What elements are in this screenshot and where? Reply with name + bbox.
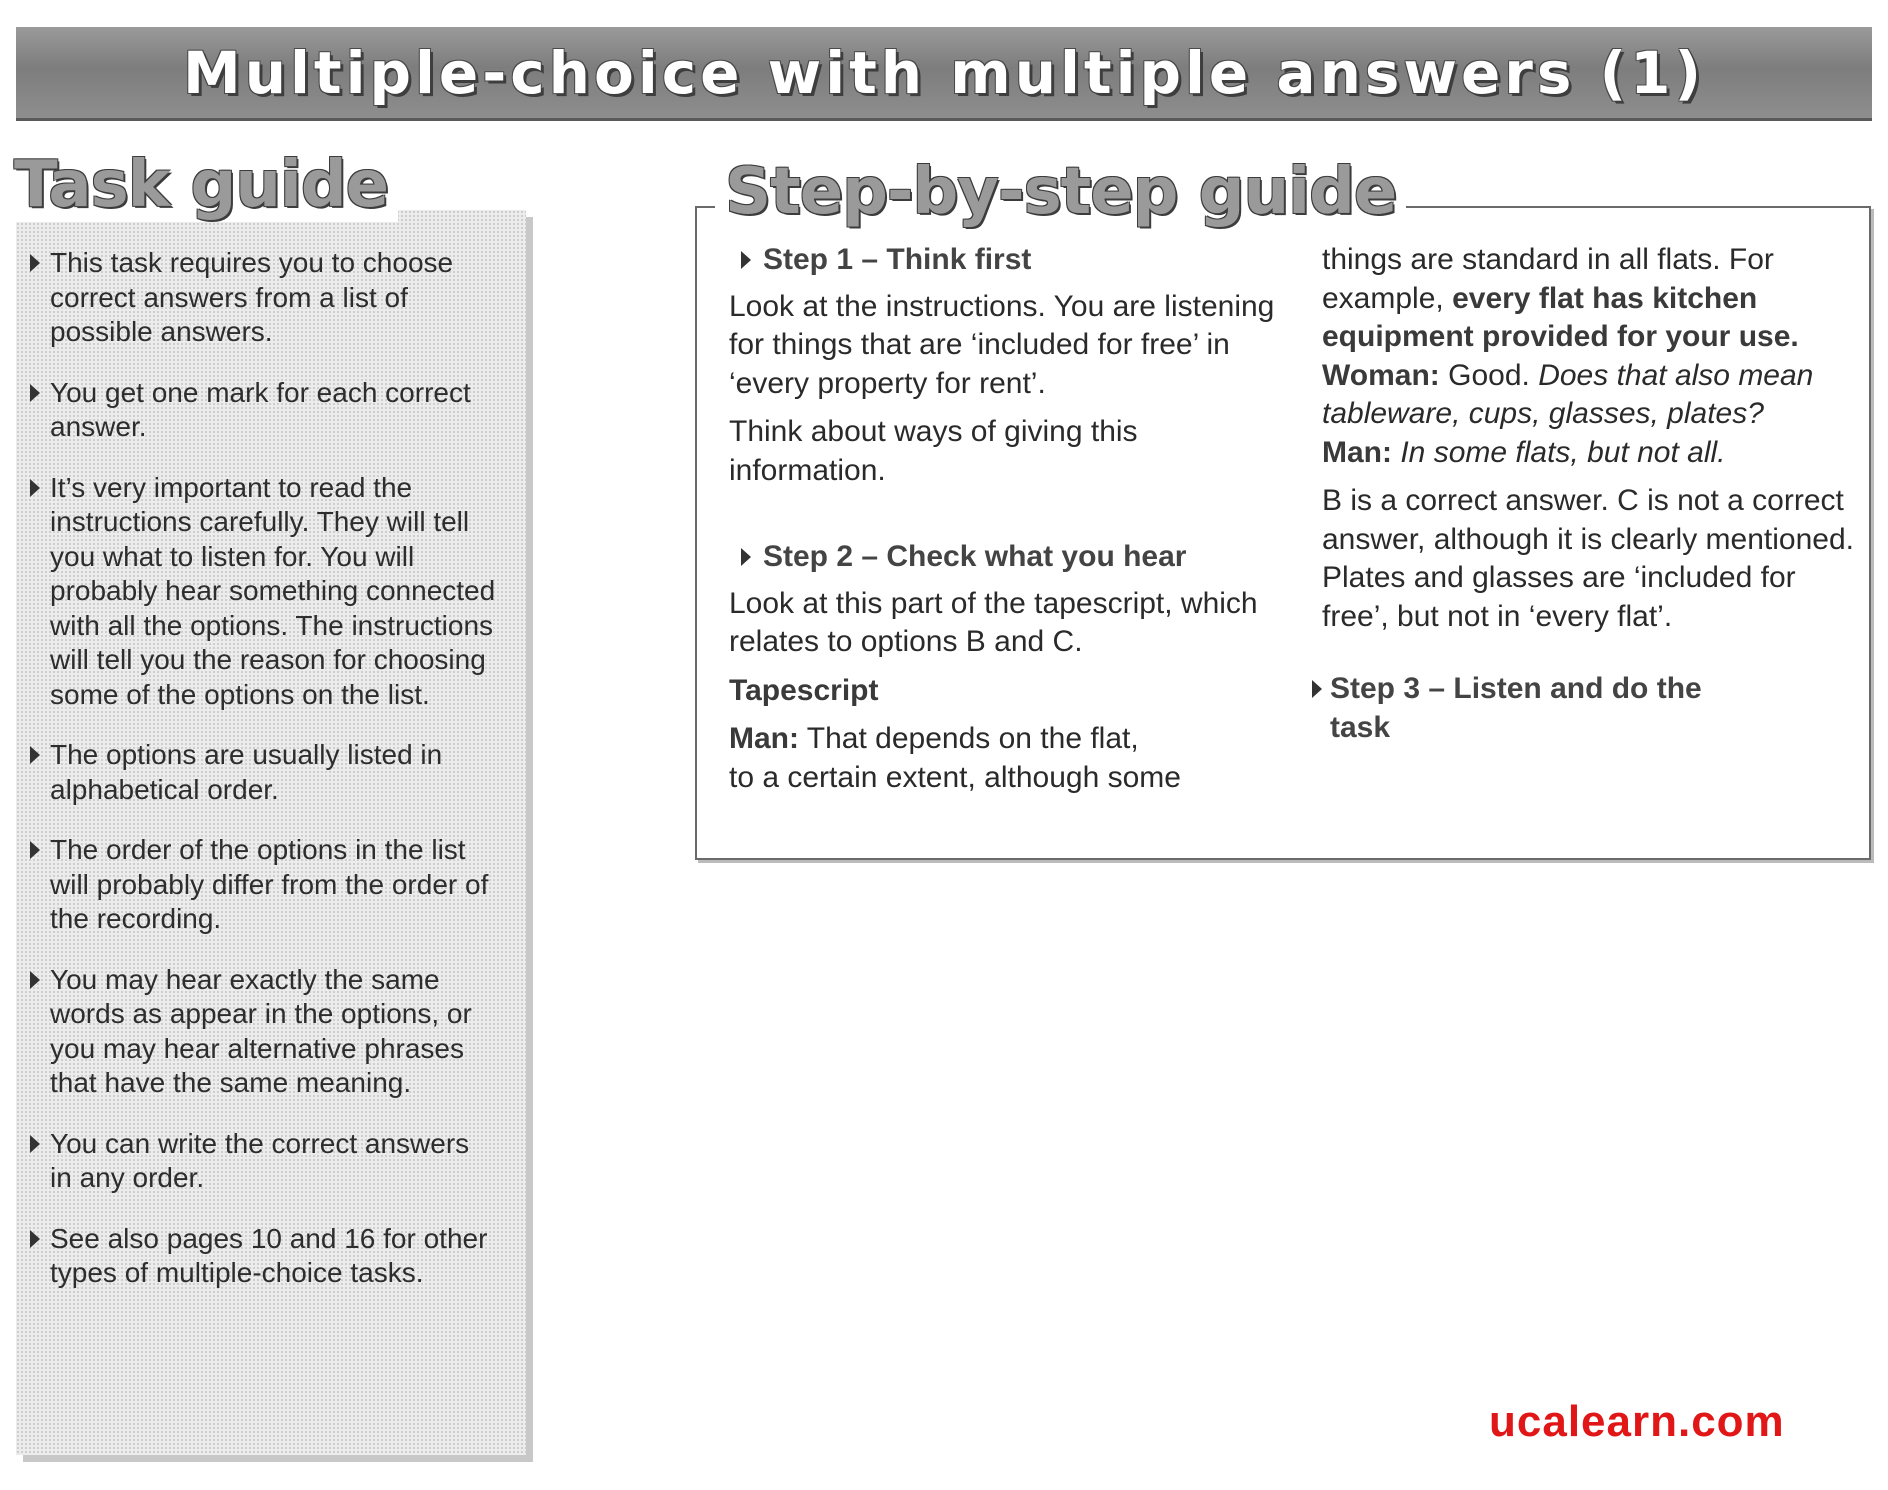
bullet-arrow-icon [30,746,40,764]
bullet-arrow-icon [30,254,40,272]
task-guide-item [30,1127,496,1196]
speaker-label: Woman: [1322,358,1440,392]
step2-paragraph: Look at this part of the tapescript, which relates to options B and C. [729,586,1258,658]
step3-title: Step 3 – Listen and do the task [1330,672,1702,744]
watermark: ucalearn.com [1489,1397,1785,1446]
task-guide-text: You may hear exactly the same words as appear in the options, or you may hear alternative phrases that have the same meaning. [50,963,472,1098]
task-guide-panel [16,210,526,1455]
task-guide-text: It’s very important to read the instructions carefully. They will tell you what to listen for. You will probably hear something connected with all the options. The instructions will tell you the reason for choosing some of the options on the list. [50,471,496,710]
speaker-label: Man: [729,722,799,755]
bullet-arrow-icon [30,479,40,497]
step1-paragraph: Think about ways of giving this information. [729,415,1138,487]
task-guide-item [30,833,496,937]
woman-question: Does that also mean tableware, cups, glasses, plates? [1322,358,1814,430]
task-guide-text: The options are usually listed in alphabetical order. [50,739,443,805]
task-guide-item [30,376,496,445]
step1-paragraph: Look at the instructions. You are listening for things that are ‘included for free’ in ‘every property for rent’. [729,289,1275,400]
tapescript-man-line: Man: That depends on the flat, to a certain extent, although some [729,722,1181,794]
task-guide-item [30,246,496,350]
bullet-arrow-icon [741,251,751,269]
task-guide-item [30,738,496,807]
tapescript-label: Tapescript [729,673,879,707]
task-guide-item [30,963,496,1101]
bullet-arrow-icon [30,1135,40,1153]
step1-title: Step 1 – Think first [763,243,1032,276]
bullet-arrow-icon [741,548,751,566]
task-guide-item [30,471,496,713]
conclusion-paragraph: B is a correct answer. C is not a correct answer, although it is clearly mentioned. Plates and glasses are ‘included for free’, but not in ‘every flat’. [1322,484,1854,633]
step3-heading [1312,670,1862,747]
task-guide-text: You can write the correct answers in any order. [50,1127,470,1193]
bold-phrase: every flat has kitchen equipment provided for your use. [1322,281,1799,353]
task-guide-text: The order of the options in the list will probably differ from the order of the recording. [50,834,489,934]
task-guide-heading: Task guide [10,148,398,222]
task-guide-text: This task requires you to choose correct answers from a list of possible answers. [50,247,454,347]
step-guide-heading: Step-by-step guide [715,155,1406,229]
step1-heading [729,241,1284,280]
step-guide-box [695,206,1871,860]
man-reply: In some flats, but not all. [1400,435,1726,469]
bullet-arrow-icon [1312,680,1322,698]
speaker-label: Man: [1322,435,1392,469]
page-title: Multiple-choice with multiple answers (1) [183,38,1705,107]
bullet-arrow-icon [30,1230,40,1248]
bullet-arrow-icon [30,841,40,859]
title-banner [16,27,1872,121]
bullet-arrow-icon [30,384,40,402]
step2-title: Step 2 – Check what you hear [763,540,1187,573]
task-guide-item [30,1222,496,1291]
step-guide-right-column [1322,241,1862,755]
step2-heading [729,538,1284,577]
task-guide-text: See also pages 10 and 16 for other types of multiple-choice tasks. [50,1222,488,1288]
tapescript-continued: things are standard in all flats. For example, every flat has kitchen equipment provided for your use. Woman: Good. Does that also mean tableware, cups, glasses, plates? Man: In some flats, but not all. [1322,243,1814,469]
woman-text: Good. [1448,358,1530,392]
step-guide-left-column [729,241,1284,797]
task-guide-text: You get one mark for each correct answer. [50,376,471,442]
bullet-arrow-icon [30,971,40,989]
